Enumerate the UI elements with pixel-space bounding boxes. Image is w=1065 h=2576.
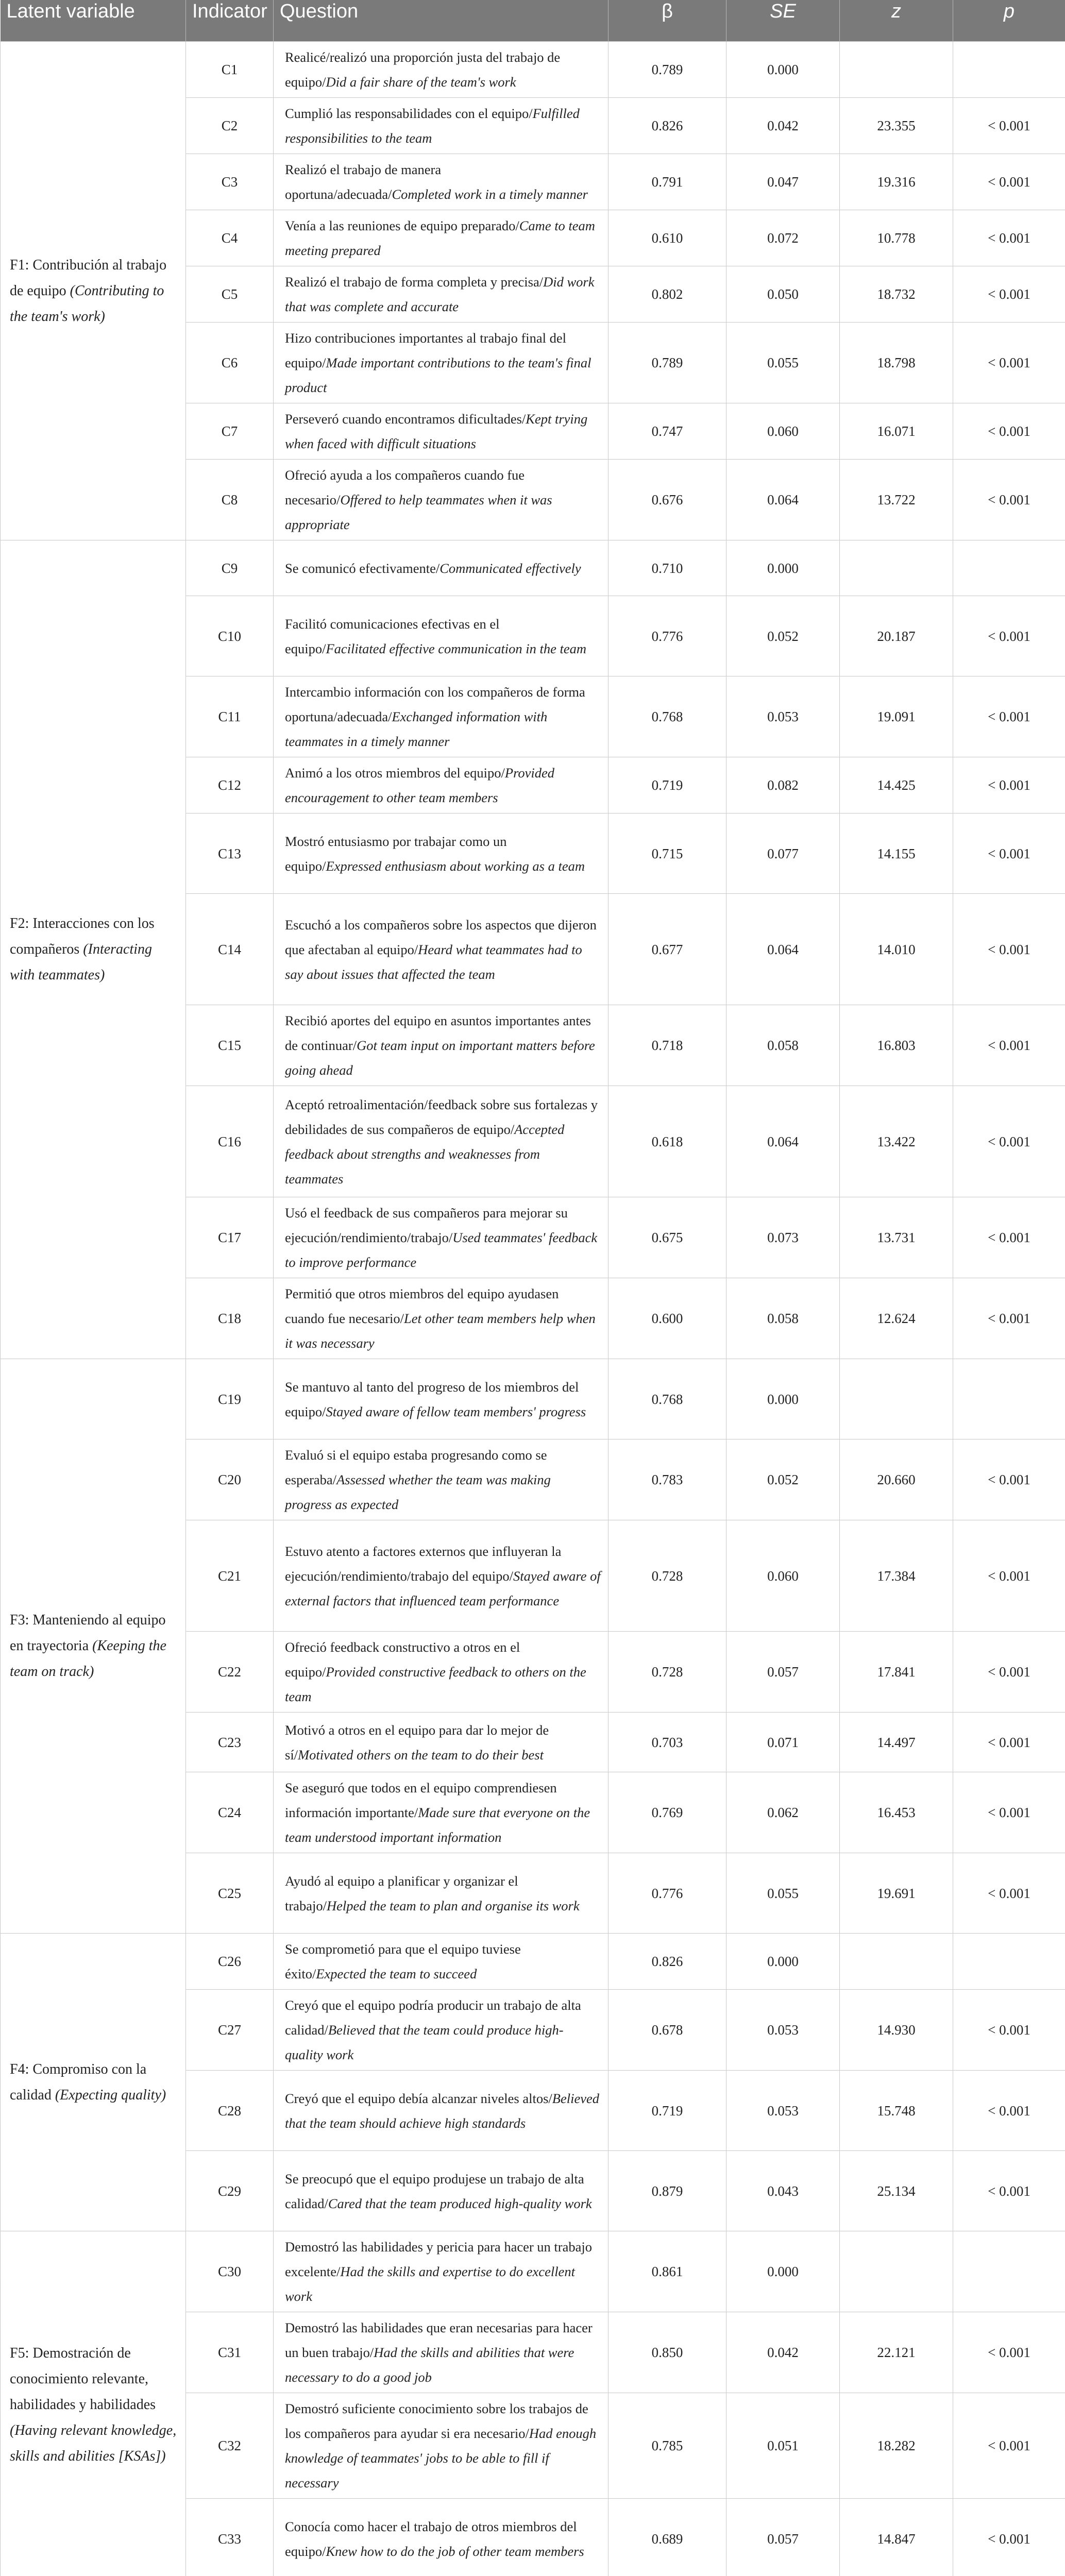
question-spanish: Realizó el trabajo de forma completa y precisa/ [285, 274, 544, 290]
question-spanish: Ofreció ayuda a los compañeros cuando fue necesario/ [285, 467, 525, 507]
p-cell [953, 1359, 1065, 1439]
p-cell: < 0.001 [953, 98, 1065, 154]
z-cell: 25.134 [840, 2151, 953, 2231]
p-cell: < 0.001 [953, 676, 1065, 757]
se-cell: 0.050 [726, 266, 840, 323]
question-english: Made sure that everyone on the team understood important information [285, 1805, 590, 1845]
indicator-cell: C27 [186, 1990, 274, 2071]
question-cell [274, 323, 608, 403]
se-cell: 0.072 [726, 210, 840, 266]
question-spanish: Se aseguró que todos en el equipo comprendiesen información importante/ [285, 1780, 557, 1820]
beta-cell: 0.728 [608, 1632, 726, 1713]
question-spanish: Cumplió las responsabilidades con el equipo/ [285, 106, 533, 121]
question-cell [274, 676, 608, 757]
indicator-cell: C23 [186, 1713, 274, 1772]
p-cell: < 0.001 [953, 1278, 1065, 1359]
table-row [1, 42, 1065, 98]
latent-variable-label: F4: Compromiso con la calidad [10, 2061, 147, 2103]
question-cell [274, 2151, 608, 2231]
z-cell: 15.748 [840, 2071, 953, 2151]
question-spanish: Demostró las habilidades que eran necesarias para hacer un buen trabajo/ [285, 2320, 593, 2360]
beta-cell: 0.768 [608, 1359, 726, 1439]
z-cell: 14.930 [840, 1990, 953, 2071]
question-cell [274, 1520, 608, 1632]
table-row [1, 2231, 1065, 2312]
p-cell: < 0.001 [953, 814, 1065, 894]
p-cell: < 0.001 [953, 1632, 1065, 1713]
question-spanish: Demostró suficiente conocimiento sobre los trabajos de los compañeros para ayudar si era necesario/ [285, 2401, 588, 2441]
indicator-cell: C5 [186, 266, 274, 323]
se-cell: 0.047 [726, 154, 840, 210]
se-cell: 0.000 [726, 42, 840, 98]
z-cell: 13.422 [840, 1086, 953, 1197]
question-english: Expected the team to succeed [316, 1966, 477, 1981]
question-cell [274, 596, 608, 676]
se-cell: 0.043 [726, 2151, 840, 2231]
p-cell: < 0.001 [953, 1439, 1065, 1520]
question-english: Knew how to do the job of other team members [326, 2543, 584, 2559]
z-cell: 14.010 [840, 894, 953, 1005]
beta-cell: 0.718 [608, 1005, 726, 1086]
z-cell: 14.155 [840, 814, 953, 894]
z-cell: 16.453 [840, 1772, 953, 1853]
header-latent-variable: Latent variable [1, 0, 186, 42]
latent-variable-cell [1, 1359, 186, 1934]
question-spanish: Demostró las habilidades y pericia para hacer un trabajo excelente/ [285, 2239, 593, 2279]
question-spanish: Perseveró cuando encontramos dificultades/ [285, 411, 526, 427]
z-cell: 20.187 [840, 596, 953, 676]
question-english: Accepted feedback about strengths and weaknesses from teammates [285, 1121, 565, 1187]
z-cell: 19.316 [840, 154, 953, 210]
se-cell: 0.000 [726, 1934, 840, 1990]
question-spanish: Ofreció feedback constructivo a otros en el equipo/ [285, 1639, 520, 1680]
se-cell: 0.053 [726, 2071, 840, 2151]
question-cell [274, 1005, 608, 1086]
latent-variable-label: F2: Interacciones con los compañeros [10, 916, 155, 957]
question-spanish: Estuvo atento a factores externos que influyeran la ejecución/rendimiento/trabajo del equipo/ [285, 1543, 562, 1584]
latent-variable-cell [1, 2231, 186, 2576]
p-cell: < 0.001 [953, 596, 1065, 676]
se-cell: 0.062 [726, 1772, 840, 1853]
z-cell: 19.691 [840, 1853, 953, 1934]
latent-variable-label: F3: Manteniendo al equipo en trayectoria [10, 1612, 166, 1654]
indicator-cell: C7 [186, 403, 274, 460]
z-cell: 10.778 [840, 210, 953, 266]
question-cell [274, 1278, 608, 1359]
question-english: Had the skills and abilities that were necessary to do a good job [285, 2345, 574, 2385]
question-spanish: Escuchó a los compañeros sobre los aspectos que dijeron que afectaban al equipo/ [285, 917, 597, 957]
question-cell [274, 1086, 608, 1197]
latent-variable-cell [1, 540, 186, 1359]
question-cell [274, 757, 608, 814]
se-cell: 0.060 [726, 1520, 840, 1632]
question-english: Made important contributions to the team's final product [285, 355, 591, 395]
indicator-cell: C21 [186, 1520, 274, 1632]
p-cell: < 0.001 [953, 1086, 1065, 1197]
question-english: Assessed whether the team was making progress as expected [285, 1472, 551, 1512]
p-cell: < 0.001 [953, 757, 1065, 814]
beta-cell: 0.789 [608, 42, 726, 98]
question-cell [274, 460, 608, 540]
p-cell: < 0.001 [953, 1772, 1065, 1853]
z-cell: 19.091 [840, 676, 953, 757]
se-cell: 0.051 [726, 2393, 840, 2499]
question-spanish: Hizo contribuciones importantes al trabajo final del equipo/ [285, 330, 567, 370]
beta-cell: 0.600 [608, 1278, 726, 1359]
question-cell [274, 1772, 608, 1853]
question-english: Had the skills and expertise to do excellent work [285, 2264, 575, 2304]
question-english: Communicated effectively [439, 560, 581, 576]
indicator-cell: C11 [186, 676, 274, 757]
beta-cell: 0.826 [608, 98, 726, 154]
se-cell: 0.055 [726, 1853, 840, 1934]
question-english: Stayed aware of external factors that influenced team performance [285, 1568, 601, 1608]
question-spanish: Se mantuvo al tanto del progreso de los miembros del equipo/ [285, 1379, 579, 1419]
question-cell [274, 403, 608, 460]
se-cell: 0.060 [726, 403, 840, 460]
question-spanish: Intercambio información con los compañeros de forma oportuna/adecuada/ [285, 684, 585, 724]
question-cell [274, 1359, 608, 1439]
z-cell: 20.660 [840, 1439, 953, 1520]
question-english: Provided constructive feedback to others on the team [285, 1664, 586, 1704]
header-row [1, 0, 1065, 42]
question-english: Offered to help teammates when it was appropriate [285, 492, 552, 532]
p-cell: < 0.001 [953, 2393, 1065, 2499]
question-spanish: Se preocupó que el equipo produjese un trabajo de alta calidad/ [285, 2171, 584, 2211]
beta-cell: 0.703 [608, 1713, 726, 1772]
p-cell [953, 1934, 1065, 1990]
table-row [1, 1359, 1065, 1439]
indicator-cell: C6 [186, 323, 274, 403]
question-english: Stayed aware of fellow team members' progress [326, 1403, 586, 1419]
z-cell: 13.722 [840, 460, 953, 540]
z-cell: 23.355 [840, 98, 953, 154]
question-cell [274, 1713, 608, 1772]
question-english: Cared that the team produced high-quality work [328, 2195, 592, 2211]
p-cell: < 0.001 [953, 894, 1065, 1005]
p-cell: < 0.001 [953, 1713, 1065, 1772]
beta-cell: 0.719 [608, 2071, 726, 2151]
beta-cell: 0.719 [608, 757, 726, 814]
indicator-cell: C19 [186, 1359, 274, 1439]
se-cell: 0.071 [726, 1713, 840, 1772]
z-cell: 16.071 [840, 403, 953, 460]
question-spanish: Realicé/realizó una proporción justa del trabajo de equipo/ [285, 49, 561, 90]
question-english: Motivated others on the team to do their best [298, 1747, 544, 1762]
indicator-cell: C10 [186, 596, 274, 676]
question-cell [274, 1197, 608, 1278]
z-cell [840, 2231, 953, 2312]
z-cell: 14.847 [840, 2499, 953, 2576]
question-cell [274, 2499, 608, 2576]
z-cell: 14.497 [840, 1713, 953, 1772]
se-cell: 0.055 [726, 323, 840, 403]
beta-cell: 0.747 [608, 403, 726, 460]
p-cell: < 0.001 [953, 2312, 1065, 2393]
header-z: z [840, 0, 953, 42]
z-cell: 18.282 [840, 2393, 953, 2499]
se-cell: 0.000 [726, 540, 840, 596]
p-cell [953, 2231, 1065, 2312]
indicator-cell: C30 [186, 2231, 274, 2312]
question-english: Came to team meeting prepared [285, 218, 595, 258]
se-cell: 0.053 [726, 1990, 840, 2071]
question-cell [274, 2393, 608, 2499]
question-english: Provided encouragement to other team members [285, 765, 555, 805]
indicator-cell: C29 [186, 2151, 274, 2231]
beta-cell: 0.678 [608, 1990, 726, 2071]
question-spanish: Animó a los otros miembros del equipo/ [285, 765, 505, 781]
question-spanish: Permitió que otros miembros del equipo ayudasen cuando fue necesario/ [285, 1286, 559, 1326]
question-cell [274, 814, 608, 894]
question-english: Completed work in a timely manner [392, 187, 588, 202]
se-cell: 0.057 [726, 1632, 840, 1713]
latent-variable-english-label: (Having relevant knowledge, skills and abilities [KSAs]) [10, 2422, 177, 2464]
indicator-cell: C16 [186, 1086, 274, 1197]
beta-cell: 0.879 [608, 2151, 726, 2231]
question-cell [274, 42, 608, 98]
beta-cell: 0.802 [608, 266, 726, 323]
question-spanish: Facilitó comunicaciones efectivas en el equipo/ [285, 616, 500, 656]
se-cell: 0.064 [726, 894, 840, 1005]
question-spanish: Conocía como hacer el trabajo de otros miembros del equipo/ [285, 2518, 577, 2559]
p-cell: < 0.001 [953, 2499, 1065, 2576]
p-cell: < 0.001 [953, 403, 1065, 460]
se-cell: 0.000 [726, 1359, 840, 1439]
question-cell [274, 1632, 608, 1713]
z-cell [840, 1934, 953, 1990]
question-english: Did a fair share of the team's work [326, 74, 516, 90]
indicator-cell: C9 [186, 540, 274, 596]
latent-variable-english-label: (Interacting with teammates) [10, 941, 153, 983]
p-cell [953, 540, 1065, 596]
indicator-cell: C15 [186, 1005, 274, 1086]
latent-variable-english-label: (Expecting quality) [55, 2087, 166, 2103]
z-cell: 16.803 [840, 1005, 953, 1086]
question-english: Had enough knowledge of teammates' jobs to be able to fill if necessary [285, 2426, 597, 2490]
z-cell: 14.425 [840, 757, 953, 814]
beta-cell: 0.677 [608, 894, 726, 1005]
p-cell: < 0.001 [953, 460, 1065, 540]
question-english: Did work that was complete and accurate [285, 274, 595, 314]
indicator-cell: C31 [186, 2312, 274, 2393]
header-se: SE [726, 0, 840, 42]
question-english: Kept trying when faced with difficult situations [285, 411, 588, 451]
beta-cell: 0.785 [608, 2393, 726, 2499]
question-english: Used teammates' feedback to improve performance [285, 1230, 598, 1270]
se-cell: 0.052 [726, 1439, 840, 1520]
question-english: Fulfilled responsibilities to the team [285, 106, 580, 146]
question-cell [274, 1934, 608, 1990]
p-cell: < 0.001 [953, 210, 1065, 266]
question-cell [274, 210, 608, 266]
question-cell [274, 2231, 608, 2312]
z-cell: 18.798 [840, 323, 953, 403]
indicator-cell: C17 [186, 1197, 274, 1278]
p-cell: < 0.001 [953, 1005, 1065, 1086]
header-question: Question [274, 0, 608, 42]
p-cell: < 0.001 [953, 154, 1065, 210]
question-spanish: Recibió aportes del equipo en asuntos importantes antes de continuar/ [285, 1013, 591, 1053]
indicator-cell: C26 [186, 1934, 274, 1990]
p-cell: < 0.001 [953, 266, 1065, 323]
question-spanish: Creyó que el equipo debía alcanzar niveles altos/ [285, 2090, 552, 2106]
header-beta: β [608, 0, 726, 42]
p-cell [953, 42, 1065, 98]
question-spanish: Evaluó si el equipo estaba progresando como se esperaba/ [285, 1447, 547, 1487]
indicator-cell: C2 [186, 98, 274, 154]
indicator-cell: C14 [186, 894, 274, 1005]
question-spanish: Ayudó al equipo a planificar y organizar el trabajo/ [285, 1873, 518, 1913]
p-cell: < 0.001 [953, 1197, 1065, 1278]
se-cell: 0.052 [726, 596, 840, 676]
se-cell: 0.073 [726, 1197, 840, 1278]
question-cell [274, 2071, 608, 2151]
indicator-cell: C18 [186, 1278, 274, 1359]
z-cell [840, 42, 953, 98]
z-cell [840, 1359, 953, 1439]
se-cell: 0.057 [726, 2499, 840, 2576]
z-cell: 12.624 [840, 1278, 953, 1359]
z-cell [840, 540, 953, 596]
beta-cell: 0.710 [608, 540, 726, 596]
beta-cell: 0.826 [608, 1934, 726, 1990]
question-cell [274, 1439, 608, 1520]
question-spanish: Mostró entusiasmo por trabajar como un equipo/ [285, 833, 507, 874]
z-cell: 18.732 [840, 266, 953, 323]
question-spanish: Motivó a otros en el equipo para dar lo mejor de sí/ [285, 1722, 549, 1762]
table-header [1, 0, 1065, 42]
question-english: Got team input on important matters before going ahead [285, 1038, 595, 1078]
indicator-cell: C28 [186, 2071, 274, 2151]
beta-cell: 0.776 [608, 1853, 726, 1934]
beta-cell: 0.610 [608, 210, 726, 266]
latent-variable-english-label: (Keeping the team on track) [10, 1638, 166, 1680]
se-cell: 0.064 [726, 1086, 840, 1197]
p-cell: < 0.001 [953, 323, 1065, 403]
z-cell: 17.384 [840, 1520, 953, 1632]
question-spanish: Creyó que el equipo podría producir un trabajo de alta calidad/ [285, 1997, 581, 2038]
beta-cell: 0.776 [608, 596, 726, 676]
p-cell: < 0.001 [953, 2071, 1065, 2151]
question-english: Exchanged information with teammates in a timely manner [285, 709, 548, 749]
indicator-cell: C33 [186, 2499, 274, 2576]
p-cell: < 0.001 [953, 1520, 1065, 1632]
beta-cell: 0.850 [608, 2312, 726, 2393]
p-cell: < 0.001 [953, 1990, 1065, 2071]
question-cell [274, 540, 608, 596]
question-cell [274, 894, 608, 1005]
beta-cell: 0.769 [608, 1772, 726, 1853]
question-spanish: Realizó el trabajo de manera oportuna/adecuada/ [285, 162, 442, 202]
question-english: Expressed enthusiasm about working as a team [326, 858, 585, 874]
indicator-cell: C22 [186, 1632, 274, 1713]
beta-cell: 0.789 [608, 323, 726, 403]
question-spanish: Venía a las reuniones de equipo preparado/ [285, 218, 519, 233]
beta-cell: 0.715 [608, 814, 726, 894]
question-spanish: Usó el feedback de sus compañeros para mejorar su ejecución/rendimiento/trabajo/ [285, 1205, 568, 1245]
header-p: p [953, 0, 1065, 42]
question-english: Heard what teammates had to say about issues that affected the team [285, 941, 582, 982]
latent-variable-label: F1: Contribución al trabajo de equipo [10, 257, 167, 299]
se-cell: 0.058 [726, 1278, 840, 1359]
question-cell [274, 2312, 608, 2393]
indicator-cell: C8 [186, 460, 274, 540]
latent-variable-label: F5: Demostración de conocimiento relevante, habilidades y habilidades [10, 2345, 156, 2413]
se-cell: 0.000 [726, 2231, 840, 2312]
se-cell: 0.082 [726, 757, 840, 814]
question-english: Facilitated effective communication in the team [326, 640, 587, 656]
p-cell: < 0.001 [953, 1853, 1065, 1934]
beta-cell: 0.676 [608, 460, 726, 540]
table-row [1, 540, 1065, 596]
header-indicator: Indicator [186, 0, 274, 42]
se-cell: 0.042 [726, 2312, 840, 2393]
beta-cell: 0.728 [608, 1520, 726, 1632]
indicator-cell: C4 [186, 210, 274, 266]
se-cell: 0.058 [726, 1005, 840, 1086]
z-cell: 13.731 [840, 1197, 953, 1278]
question-cell [274, 154, 608, 210]
question-cell [274, 1990, 608, 2071]
table-body [1, 42, 1065, 2576]
z-cell: 22.121 [840, 2312, 953, 2393]
se-cell: 0.077 [726, 814, 840, 894]
indicator-cell: C12 [186, 757, 274, 814]
beta-cell: 0.768 [608, 676, 726, 757]
question-english: Believed that the team could produce high-quality work [285, 2022, 564, 2062]
se-cell: 0.042 [726, 98, 840, 154]
indicator-cell: C24 [186, 1772, 274, 1853]
indicator-cell: C1 [186, 42, 274, 98]
latent-variable-cell [1, 42, 186, 540]
indicator-cell: C25 [186, 1853, 274, 1934]
question-cell [274, 266, 608, 323]
indicator-cell: C13 [186, 814, 274, 894]
question-english: Believed that the team should achieve high standards [285, 2090, 599, 2131]
z-cell: 17.841 [840, 1632, 953, 1713]
indicator-cell: C32 [186, 2393, 274, 2499]
question-spanish: Se comprometió para que el equipo tuviese éxito/ [285, 1941, 521, 1981]
question-english: Let other team members help when it was necessary [285, 1311, 596, 1351]
question-cell [274, 98, 608, 154]
question-spanish: Se comunicó efectivamente/ [285, 560, 440, 576]
indicator-cell: C20 [186, 1439, 274, 1520]
beta-cell: 0.791 [608, 154, 726, 210]
beta-cell: 0.689 [608, 2499, 726, 2576]
indicator-cell: C3 [186, 154, 274, 210]
question-cell [274, 1853, 608, 1934]
p-cell: < 0.001 [953, 2151, 1065, 2231]
question-english: Helped the team to plan and organise its work [326, 1897, 580, 1913]
beta-cell: 0.861 [608, 2231, 726, 2312]
latent-variable-cell [1, 1934, 186, 2231]
beta-cell: 0.783 [608, 1439, 726, 1520]
se-cell: 0.064 [726, 460, 840, 540]
se-cell: 0.053 [726, 676, 840, 757]
beta-cell: 0.618 [608, 1086, 726, 1197]
latent-variable-english-label: (Contributing to the team's work) [10, 282, 164, 325]
table-row [1, 1934, 1065, 1990]
beta-cell: 0.675 [608, 1197, 726, 1278]
question-spanish: Aceptó retroalimentación/feedback sobre sus fortalezas y debilidades de sus compañeros de equipo/ [285, 1096, 598, 1137]
